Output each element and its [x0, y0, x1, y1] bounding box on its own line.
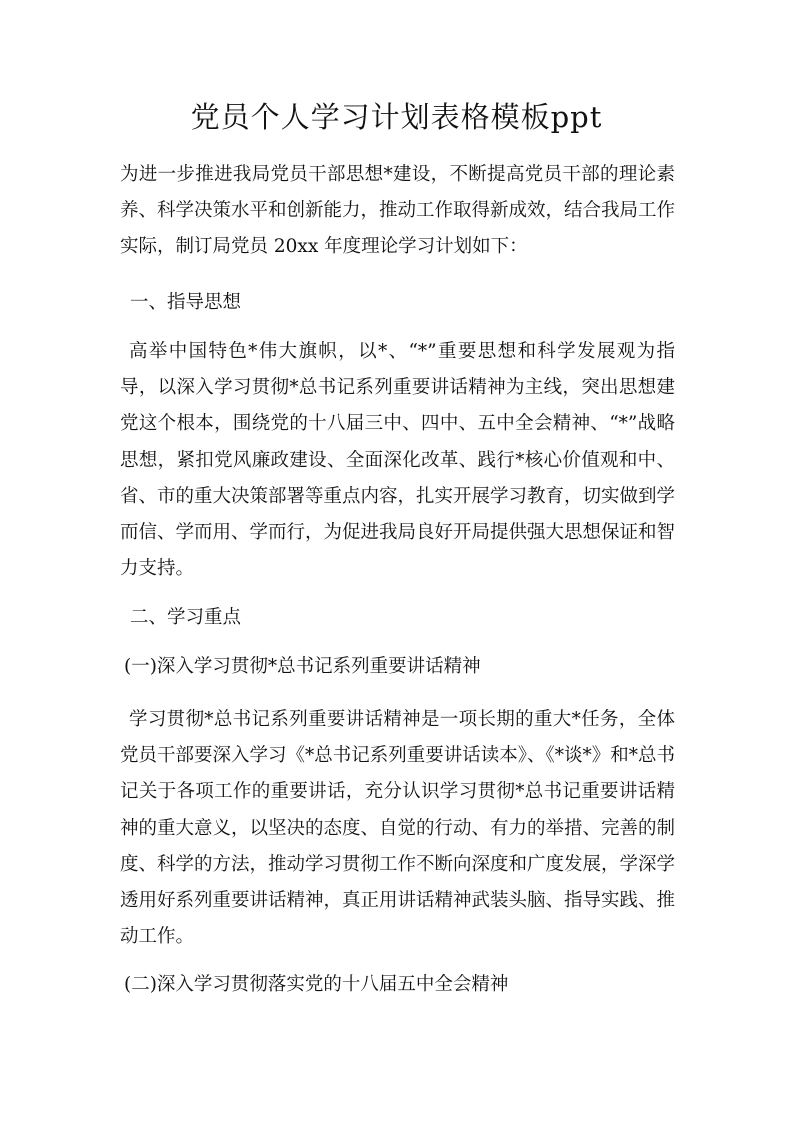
- intro-paragraph: 为进一步推进我局党员干部思想*建设，不断提高党员干部的理论素养、科学决策水平和创新能力，推动工作取得新成效，结合我局工作实际，制订局党员 20xx 年度理论学习计划如下：: [120, 164, 676, 258]
- section-heading-study-focus: 二、学习重点: [130, 607, 242, 628]
- document-title: 党员个人学习计划表格模板ppt: [190, 100, 603, 134]
- subsection-heading-1: (一)深入学习贯彻*总书记系列重要讲话精神: [124, 656, 481, 677]
- guiding-ideology-paragraph: 高举中国特色*伟大旗帜，以*、“*”重要思想和科学发展观为指导，以深入学习贯彻*总书记系列重要讲话精神为主线，突出思想建党这个根本，围绕党的十八届三中、四中、五中全会精神、“*”战略思想，紧扣党风廉政建设、全面深化改革、践行*核心价值观和中、省、市的重大决策部署等重点内容，扎实开展学习教育，切实做到学而信、学而用、学而行，为促进我局良好开局提供强大思想保证和智力支持。: [120, 341, 676, 580]
- subsection-1-paragraph: 学习贯彻*总书记系列重要讲话精神是一项长期的重大*任务，全体党员干部要深入学习《*总书记系列重要讲话读本》、《*谈*》和*总书记关于各项工作的重要讲话，充分认识学习贯彻*总书记重要讲话精神的重大意义，以坚决的态度、自觉的行动、有力的举措、完善的制度、科学的方法，推动学习贯彻工作不断向深度和广度发展，学深学透用好系列重要讲话精神，真正用讲话精神武装头脑、指导实践、推动工作。: [120, 709, 676, 948]
- section-heading-guiding-ideology: 一、指导思想: [130, 292, 242, 313]
- subsection-heading-2: (二)深入学习贯彻落实党的十八届五中全会精神: [124, 974, 509, 995]
